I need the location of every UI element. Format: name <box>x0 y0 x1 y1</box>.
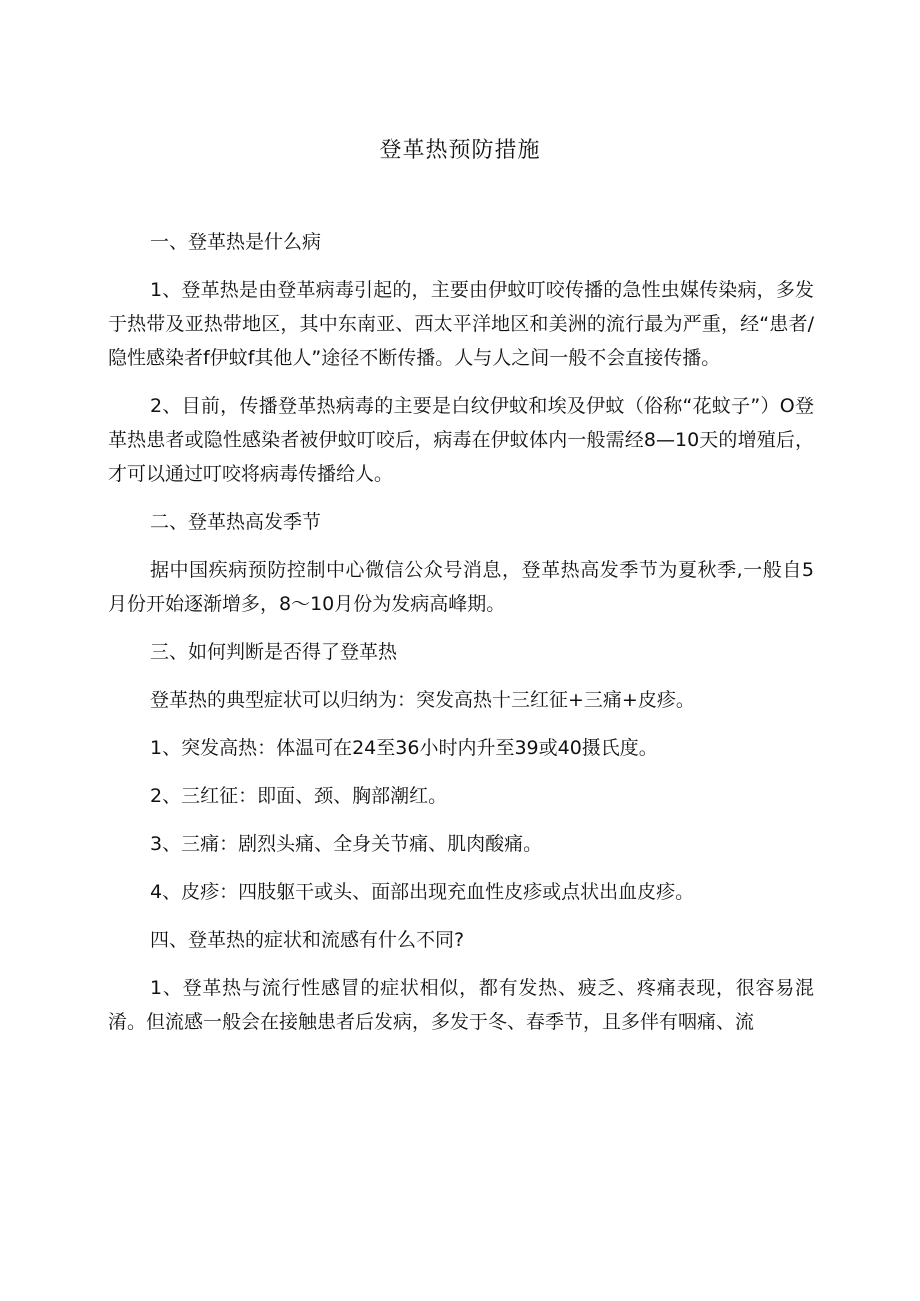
document-body <box>108 225 814 1039</box>
section-heading-4: 四、登革热的症状和流感有什么不同? <box>150 929 465 951</box>
section-heading-3: 三、如何判断是否得了登革热 <box>150 641 398 663</box>
section-heading-2: 二、登革热高发季节 <box>150 511 322 533</box>
paragraph: 1、登革热与流行性感冒的症状相似，都有发热、疲乏、疼痛表现，很容易混淆。但流感一般会在接触患者后发病，多发于冬、春季节，且多伴有咽痛、流 <box>108 977 814 1033</box>
section-heading-1: 一、登革热是什么病 <box>150 231 322 253</box>
paragraph: 1、登革热是由登革病毒引起的，主要由伊蚊叮咬传播的急性虫媒传染病，多发于热带及亚热带地区，其中东南亚、西太平洋地区和美洲的流行最为严重，经“患者/隐性感染者f伊蚊f其他人”途径不断传播。人与人之间一般不会直接传播。 <box>108 279 814 369</box>
page-title: 登革热预防措施 <box>379 138 541 163</box>
list-item: 1、突发高热：体温可在24至36小时内升至39或40摄氏度。 <box>150 737 658 759</box>
list-item: 2、三红征：即面、颈、胸部潮红。 <box>150 785 448 807</box>
list-item: 4、皮疹：四肢躯干或头、面部出现充血性皮疹或点状出血皮疹。 <box>150 881 695 903</box>
paragraph: 登革热的典型症状可以归纳为：突发高热十三红征+三痛+皮疹。 <box>150 689 695 711</box>
paragraph: 据中国疾病预防控制中心微信公众号消息，登革热高发季节为夏秋季,一般自5月份开始逐渐增多，8〜10月份为发病高峰期。 <box>108 559 814 615</box>
list-item: 3、三痛：剧烈头痛、全身关节痛、肌肉酸痛。 <box>150 833 543 855</box>
paragraph: 2、目前，传播登革热病毒的主要是白纹伊蚊和埃及伊蚊（俗称“花蚊子”）O登革热患者或隐性感染者被伊蚊叮咬后，病毒在伊蚊体内一般需经8—10天的增殖后，才可以通过叮咬将病毒传播给人。 <box>108 395 814 485</box>
